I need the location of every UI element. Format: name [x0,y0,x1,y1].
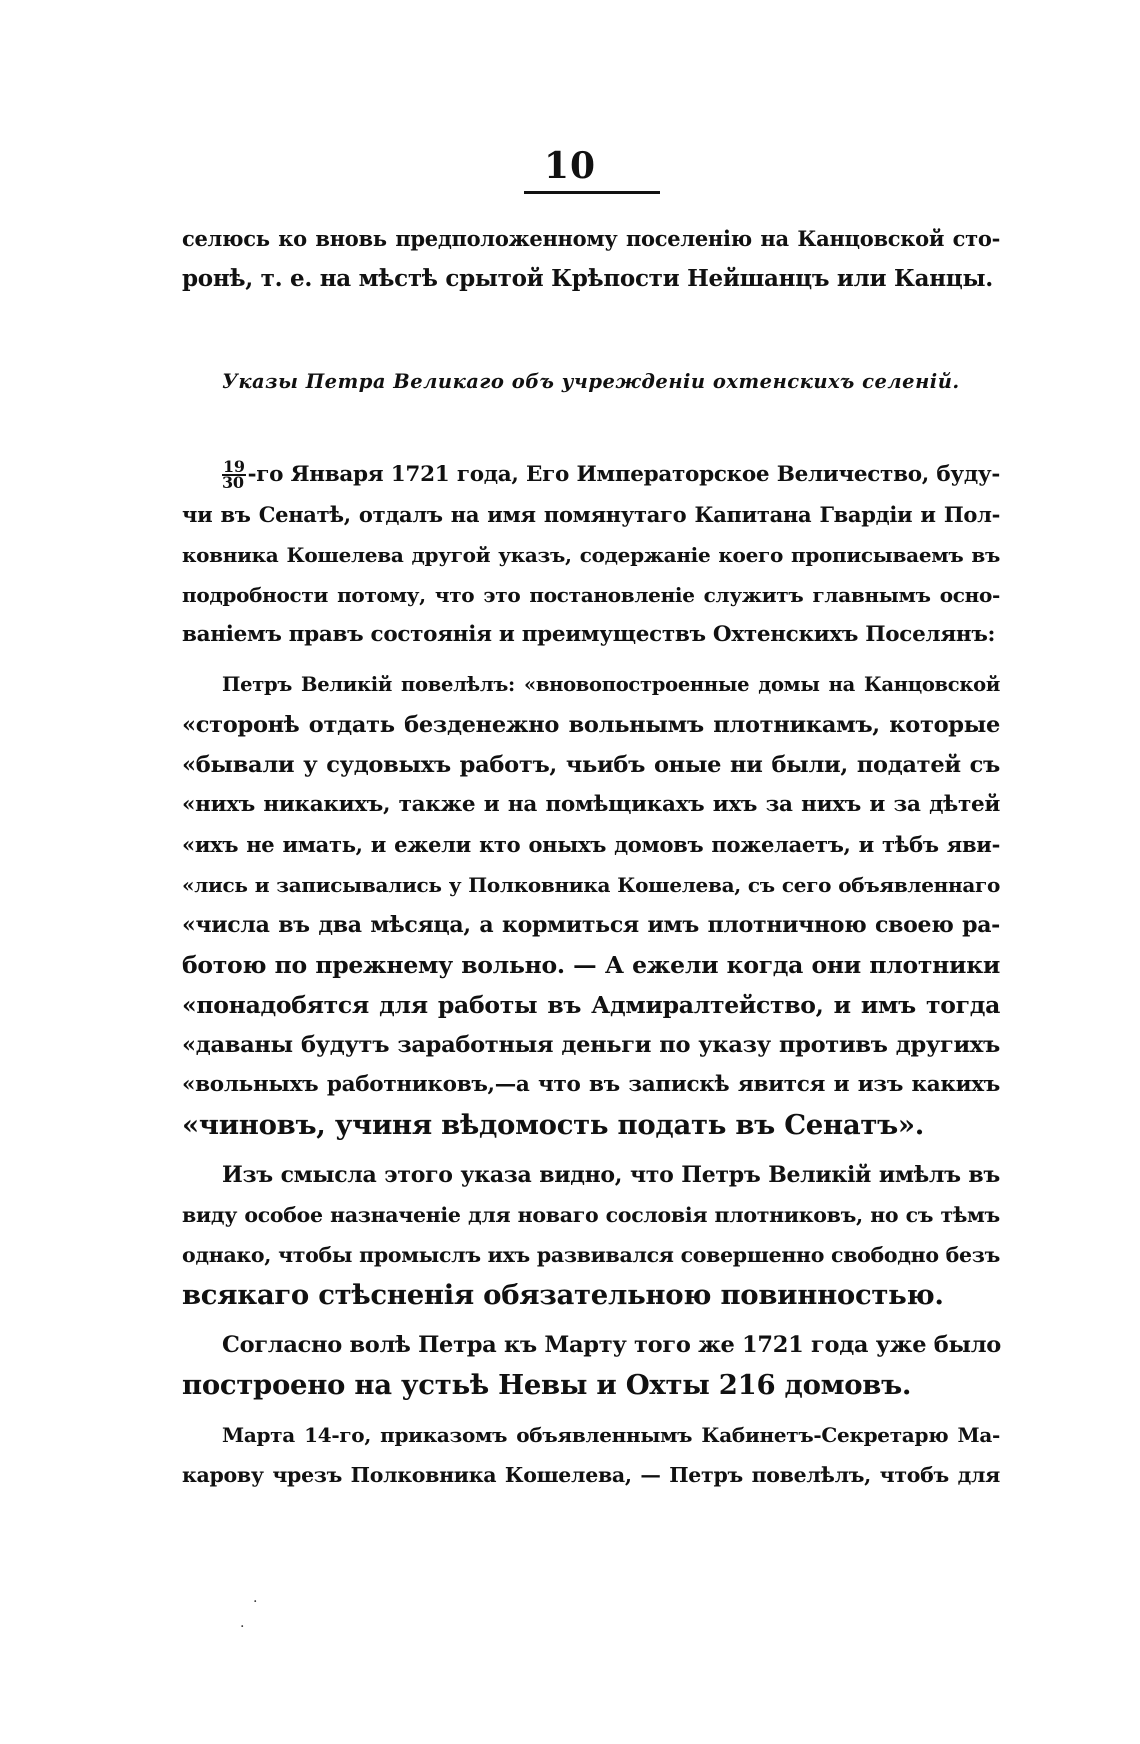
paragraph-2-line-5: «ихъ не имать, и ежели кто оныхъ домовъ пожелаетъ, и тѣбъ яви- [182,832,1000,857]
paragraph-2-line-12: «чиновъ, учиня вѣдомость подать въ Сенатъ». [182,1109,925,1141]
paragraph-4-line-1: Согласно волѣ Петра къ Марту того же 1721 года уже было [222,1332,1002,1358]
date-fraction-numerator: 19 [223,457,245,476]
paragraph-5-line-1: Марта 14-го, приказомъ объявленнымъ Кабинетъ-Секретарю Ма- [222,1423,1000,1447]
paragraph-2-line-6: «лись и записывались у Полковника Кошелева, съ сего объявленнаго [182,873,1000,897]
paragraph-2-line-2: «сторонѣ отдать безденежно вольнымъ плотникамъ, которые [182,712,1000,738]
paragraph-2-line-1: Петръ Великій повелѣлъ: «вновопостроенные домы на Канцовской [222,673,1000,696]
fragment-line-2: ронѣ, т. е. на мѣстѣ срытой Крѣпости Нейшанцъ или Канцы. [182,265,993,292]
paragraph-1-line-1 [222,458,1000,492]
fragment-line-1: селюсь ко вновь предположенному поселенію на Канцовской сто- [182,226,1000,251]
paragraph-5-line-2: карову чрезъ Полковника Кошелева, — Петръ повелѣлъ, чтобъ для [182,1463,1000,1487]
paragraph-2-line-10: «даваны будутъ заработныя деньги по указу противъ другихъ [182,1032,1000,1058]
print-mark: . [253,1590,258,1606]
page-number-rule [524,191,660,194]
paragraph-2-line-4: «нихъ никакихъ, также и на помѣщикахъ ихъ за нихъ и за дѣтей [182,792,1000,817]
date-fraction-denominator: 30 [222,473,244,492]
paragraph-1-line-2: чи въ Сенатѣ, отдалъ на имя помянутаго Капитана Гвардіи и Пол- [182,502,1000,527]
paragraph-2-line-8: ботою по прежнему вольно. — А ежели когда они плотники [182,951,1000,979]
paragraph-1-line-5: ваніемъ правъ состоянія и преимуществъ Охтенскихъ Поселянъ: [182,622,996,647]
paragraph-2-line-3: «бывали у судовыхъ работъ, чьибъ оные ни были, податей съ [182,752,1000,778]
section-heading: Указы Петра Великаго объ учрежденіи охтенскихъ селеній. [222,370,960,393]
paragraph-1-line-3: ковника Кошелева другой указъ, содержаніе коего прописываемъ въ [182,543,1000,567]
paragraph-3-line-3: однако, чтобы промыслъ ихъ развивался совершенно свободно безъ [182,1243,1000,1267]
paragraph-4-line-2: построено на устьѣ Невы и Охты 216 домовъ. [182,1369,912,1401]
page-number: 10 [543,145,597,187]
paragraph-1-line-1-text: -го Января 1721 года, Его Императорское Величество, буду- [247,462,1000,487]
paragraph-3-line-4: всякаго стѣсненія обязательною повинностью. [182,1279,944,1311]
paragraph-2-line-9: «понадобятся для работы въ Адмиралтейство, и имъ тогда [182,991,1000,1019]
date-fraction [222,457,246,492]
paragraph-1-line-4: подробности потому, что это постановленіе служитъ главнымъ осно- [182,583,1000,607]
paragraph-3-line-2: виду особое назначеніе для новаго сословія плотниковъ, но съ тѣмъ [182,1203,1000,1227]
print-mark: . [240,1615,245,1631]
paragraph-2-line-11: «вольныхъ работниковъ,—а что въ запискѣ явится и изъ какихъ [182,1072,1000,1097]
paragraph-2-line-7: «числа въ два мѣсяца, а кормиться имъ плотничною своею ра- [182,912,1000,938]
paragraph-3-line-1: Изъ смысла этого указа видно, что Петръ Великій имѣлъ въ [222,1162,1000,1188]
